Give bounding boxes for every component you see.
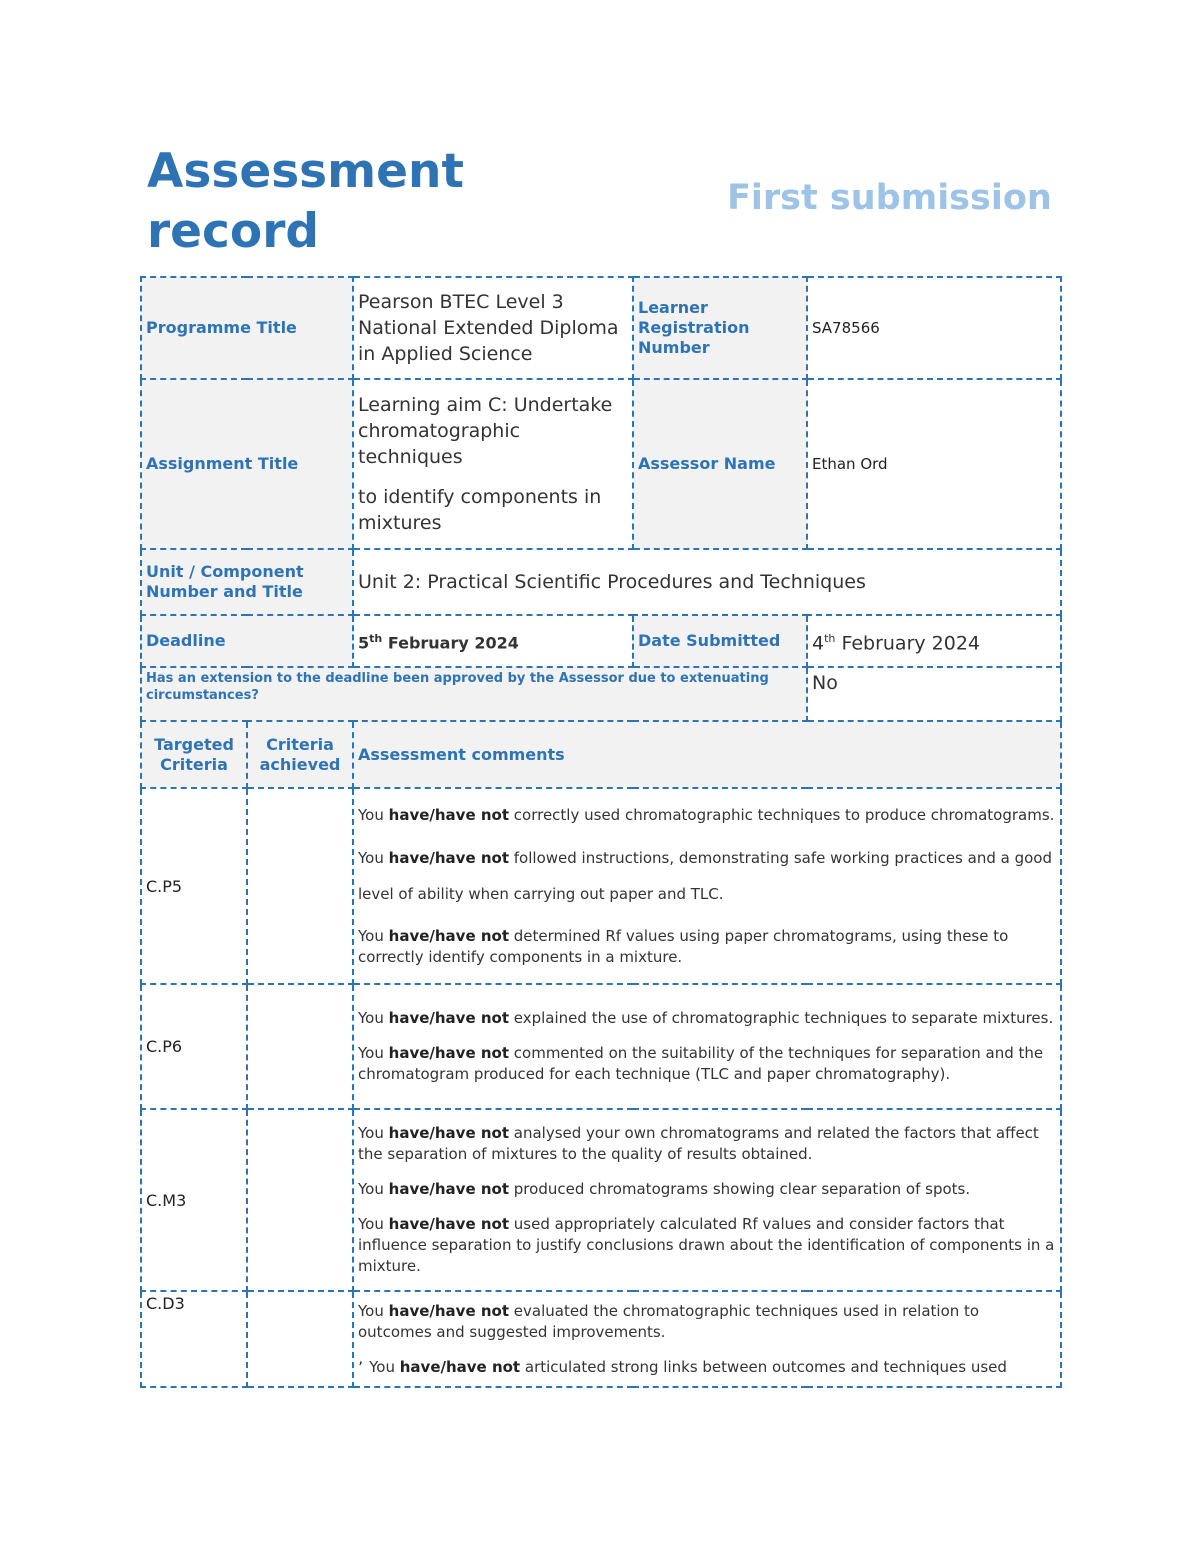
assessor-name-label: Assessor Name xyxy=(633,379,807,549)
quote-mark-icon: ’ xyxy=(358,1357,364,1377)
learner-registration-label: Learner Registration Number xyxy=(633,277,807,379)
comment: You have/have not explained the use of chromatographic techniques to separate mixtures. xyxy=(358,1009,1054,1027)
assignment-title-line-1: Learning aim C: Undertake chromatographic techniques xyxy=(358,394,613,468)
criterion-cm3: C.M3 xyxy=(141,1109,247,1291)
criterion-cp5-achieved xyxy=(247,788,353,984)
assessor-name-value: Ethan Ord xyxy=(807,379,1061,549)
comment: You have/have not followed instructions, demonstrating safe working practices and a good level of ability when carrying out paper and TLC. xyxy=(358,848,1052,903)
assessment-record-table xyxy=(140,276,1062,1388)
criterion-cm3-comments xyxy=(353,1109,1061,1291)
comment: ’ You have/have not articulated strong links between outcomes and techniques used xyxy=(358,1357,1007,1377)
criterion-cd3-comments xyxy=(353,1291,1061,1387)
comment: You have/have not commented on the suitability of the techniques for separation and the chromatogram produced for each technique (TLC and paper chromatography). xyxy=(358,1044,1044,1083)
criterion-cp5: C.P5 xyxy=(141,788,247,984)
criterion-cp5-comments xyxy=(353,788,1061,984)
programme-title-label: Programme Title xyxy=(141,277,353,379)
deadline-value: 5th February 2024 xyxy=(353,615,633,667)
comment: You have/have not determined Rf values using paper chromatograms, using these to correctly identify components in a mixture. xyxy=(358,926,1009,966)
programme-title-value: Pearson BTEC Level 3 National Extended Diploma in Applied Science xyxy=(353,277,633,379)
criterion-cd3: C.D3 xyxy=(141,1291,247,1387)
assessment-comments-header: Assessment comments xyxy=(353,721,1061,788)
date-submitted-label: Date Submitted xyxy=(633,615,807,667)
comment: You have/have not produced chromatograms showing clear separation of spots. xyxy=(358,1180,971,1198)
unit-label: Unit / Component Number and Title xyxy=(141,549,353,615)
deadline-label: Deadline xyxy=(141,615,353,667)
targeted-criteria-header: Targeted Criteria xyxy=(141,721,247,788)
criterion-cp6-achieved xyxy=(247,984,353,1109)
extension-value: No xyxy=(807,667,1061,721)
learner-registration-value: SA78566 xyxy=(807,277,1061,379)
comment: You have/have not evaluated the chromatographic techniques used in relation to outcomes and suggested improvements. xyxy=(358,1301,980,1341)
assignment-title-label: Assignment Title xyxy=(141,379,353,549)
extension-label: Has an extension to the deadline been approved by the Assessor due to extenuating circumstances? xyxy=(141,667,807,721)
unit-value: Unit 2: Practical Scientific Procedures and Techniques xyxy=(353,549,1061,615)
comment: You have/have not used appropriately calculated Rf values and consider factors that influence separation to justify conclusions drawn about the identification of components in a mixture. xyxy=(358,1215,1055,1275)
comment: You have/have not analysed your own chromatograms and related the factors that affect the separation of mixtures to the quality of results obtained. xyxy=(358,1124,1039,1163)
date-submitted-value: 4th February 2024 xyxy=(807,615,1061,667)
criterion-cm3-achieved xyxy=(247,1109,353,1291)
criteria-achieved-header: Criteria achieved xyxy=(247,721,353,788)
criterion-cd3-achieved xyxy=(247,1291,353,1387)
assignment-title-line-2: to identify components in mixtures xyxy=(358,486,602,534)
criterion-cp6: C.P6 xyxy=(141,984,247,1109)
submission-status: First submission xyxy=(727,178,1052,218)
assignment-title-value xyxy=(353,379,633,549)
page-title: Assessment record xyxy=(147,144,464,259)
comment: You have/have not correctly used chromatographic techniques to produce chromatograms. xyxy=(358,805,1055,824)
criterion-cp6-comments xyxy=(353,984,1061,1109)
